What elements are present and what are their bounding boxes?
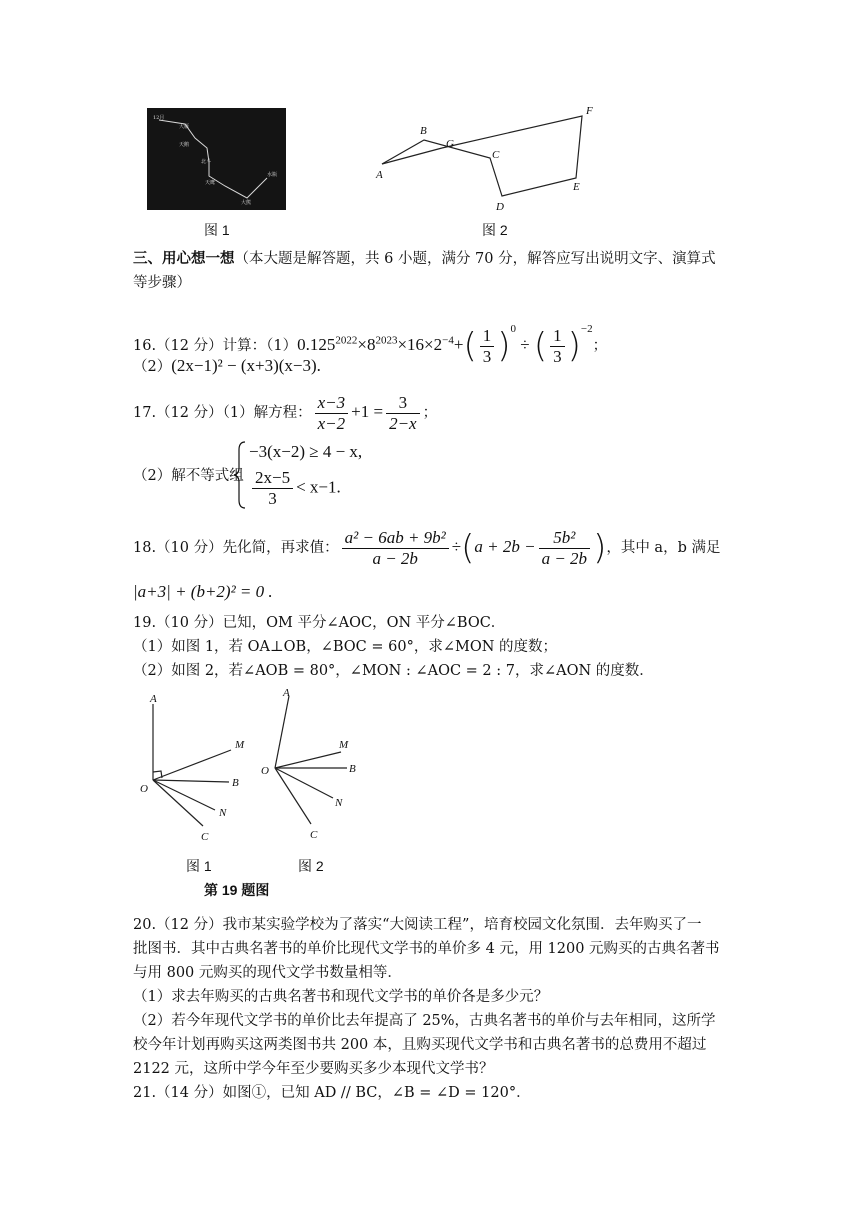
svg-text:M: M bbox=[339, 739, 349, 751]
question-21-line1: 21.（14 分）如图①，已知 AD // BC，∠B = ∠D = 120°． bbox=[133, 1085, 531, 1101]
question-19-line1: 19.（10 分）已知，OM 平分∠AOC，ON 平分∠BOC． bbox=[133, 615, 506, 631]
point-label: F bbox=[586, 105, 593, 117]
point-label: B bbox=[420, 125, 427, 137]
question-19-line3: （2）如图 2，若∠AOB = 80°，∠MON : ∠AOC = 2 : 7，求∠AON 的度数． bbox=[133, 663, 654, 679]
svg-text:B: B bbox=[349, 763, 356, 775]
svg-text:C: C bbox=[201, 831, 209, 843]
question-18-condition: |a+3| + (b+2)² = 0 . bbox=[133, 582, 273, 601]
question-20-line1: 20.（12 分）我市某实验学校为了落实“大阅读工程”，培育校园文化氛围．去年购买了一 bbox=[133, 917, 702, 933]
star-label: 大雁 bbox=[179, 124, 190, 130]
question-18: 18.（10 分）先化简，再求值： $\frac{\text{a² − 6ab + 9b²}}{a - 2b}$ ÷(a + 2b − $\frac{\text{5b²}}{a - 2b}$ )，其中 a，b 满足 bbox=[133, 527, 721, 568]
star-label: 天鹅 bbox=[179, 142, 190, 148]
q19-figure-1 bbox=[135, 690, 255, 850]
svg-text:N: N bbox=[335, 797, 343, 809]
section-desc-cont: 等步骤） bbox=[133, 275, 191, 291]
q19-fig1-caption: 图 1 bbox=[186, 858, 212, 874]
star-label: 12月 bbox=[153, 115, 165, 121]
question-20-line6: 校今年计划再购买这两类图书共 200 本，且购买现代文学书和古典名著书的总费用不超过 bbox=[133, 1037, 707, 1053]
q16-expr2: (2x−1)² − (x+3)(x−3). bbox=[171, 356, 321, 375]
svg-text:A: A bbox=[283, 687, 290, 699]
section-heading bbox=[133, 249, 716, 269]
section-desc: （本大题是解答题，共 6 小题，满分 70 分，解答应写出说明文字、演算式 bbox=[234, 251, 716, 267]
question-16: 16.（12 分）计算：$(1)0.125^{2022}\times 8^{2023}\times 16\times 2^{-4}+$( $\frac{1}{3}$ )$^0$ ÷ ( $\frac{1}{3}$ )$^{-2}$； bbox=[133, 323, 608, 367]
q19-figure-title: 第 19 题图 bbox=[204, 882, 270, 898]
question-20-line3: 与用 800 元购买的现代文学书数量相等． bbox=[133, 965, 402, 981]
svg-text:A: A bbox=[150, 693, 157, 705]
point-label: G bbox=[446, 138, 454, 150]
point-label: D bbox=[496, 201, 504, 213]
svg-text:M: M bbox=[235, 739, 245, 751]
question-20-line2: 批图书．其中古典名著书的单价比现代文学书的单价多 4 元，用 1200 元购买的古典名著书 bbox=[133, 941, 720, 957]
figure-2-diagram bbox=[370, 100, 610, 225]
question-20-line4: （1）求去年购买的古典名著书和现代文学书的单价各是多少元？ bbox=[133, 989, 549, 1005]
svg-text:B: B bbox=[232, 777, 239, 789]
question-19-line2: （1）如图 1，若 OA⊥OB，∠BOC = 60°，求∠MON 的度数； bbox=[133, 639, 558, 655]
q16-head: 16.（12 分）计算：（1） bbox=[133, 338, 298, 354]
constellation-drawing bbox=[147, 108, 286, 210]
system-brace bbox=[233, 440, 247, 510]
question-20-line5: （2）若今年现代文学书的单价比去年提高了 25%，古典名著书的单价与去年相同，这所学 bbox=[133, 1013, 716, 1029]
q19-fig2-caption: 图 2 bbox=[298, 858, 324, 874]
question-16-part2: （2）(2x−1)² − (x+3)(x−3). bbox=[133, 356, 321, 375]
star-label: 大熊 bbox=[241, 200, 252, 206]
figure-2-caption: 图 2 bbox=[482, 222, 508, 238]
point-label: E bbox=[573, 181, 580, 193]
question-20-line7: 2122 元，这所中学今年至少要购买多少本现代文学书？ bbox=[133, 1061, 494, 1077]
question-17: 17.（12 分）（1）解方程： $\frac{x-3}{x-2}$ +1 = $\frac{3}{2-x}$ ； bbox=[133, 392, 438, 433]
svg-text:C: C bbox=[310, 829, 318, 841]
q16-expr: $0.125^{2022}\times 8^{2023}\times 16\times 2^{-4}+$( $\frac{1}{3}$ )$^0$ ÷ ( $\frac{1}{3}$ )$^{-2}$ bbox=[297, 323, 593, 367]
star-label: 天鹰 bbox=[205, 180, 216, 186]
section-title: 三、用心想一想 bbox=[133, 250, 235, 267]
star-label: 北斗 bbox=[201, 159, 212, 165]
figure-1-photo bbox=[147, 108, 286, 210]
star-label: 水瓶 bbox=[267, 172, 278, 178]
q19-figure-2 bbox=[255, 686, 375, 846]
point-label: A bbox=[376, 169, 383, 181]
svg-text:O: O bbox=[261, 765, 269, 777]
figure-1-caption: 图 1 bbox=[204, 222, 230, 238]
svg-text:N: N bbox=[219, 807, 227, 819]
svg-text:O: O bbox=[140, 783, 148, 795]
point-label: C bbox=[492, 149, 500, 161]
